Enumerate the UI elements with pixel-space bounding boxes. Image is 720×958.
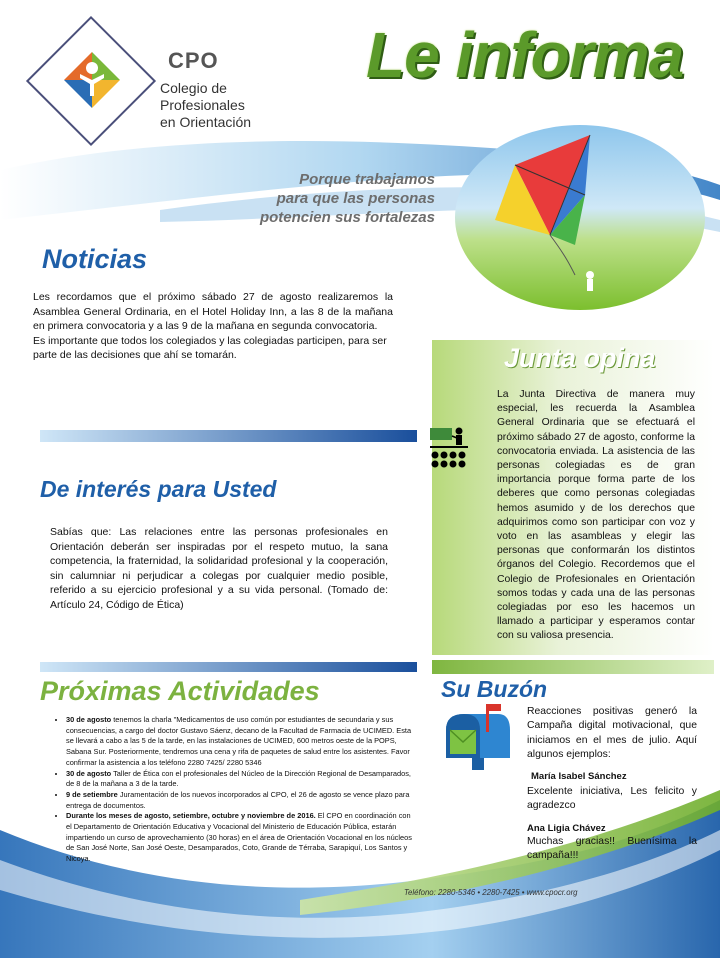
activity-date: 30 de agosto <box>66 768 112 778</box>
slogan-line: potencien sus fortalezas <box>259 209 435 226</box>
logo-name-line: Colegio de <box>160 80 227 96</box>
kite-photo <box>455 125 705 310</box>
interes-heading: De interés para Usted <box>40 476 277 502</box>
activity-date: Durante los meses de agosto, setiembre, octubre y noviembre de 2016. <box>66 811 316 821</box>
section-divider <box>432 660 714 674</box>
noticias-paragraph: Les recordamos que el próximo sábado 27 de agosto realizaremos la Asamblea General Ordinaria, en el Hotel Holiday Inn, a las 8 de la mañana en primera convocatoria y a las 9 de la mañana en segunda convocatoria. <box>33 291 393 332</box>
list-item <box>66 790 416 811</box>
logo-name-line: en Orientación <box>160 114 252 130</box>
activity-text: Juramentación de los nuevos incorporados al CPO, el 26 de agosto se vence plazo para entrega de documentos. <box>66 789 410 810</box>
footer-contact: Teléfono: 2280-5346 • 2280-7425 • www.cpocr.org <box>404 888 578 897</box>
mailbox-icon <box>436 700 518 772</box>
noticias-paragraph: Es importante que todos los colegiados y las colegiadas participen, para ser parte de las decisiones que ahí se tomarán. <box>33 334 387 361</box>
logo-name-line: Profesionales <box>160 97 245 113</box>
logo-figure-icon <box>60 48 124 112</box>
testimonial-name: María Isabel Sánchez <box>531 771 627 782</box>
proximas-heading: Próximas Actividades <box>40 676 320 706</box>
list-item <box>66 769 416 790</box>
kite-icon <box>455 125 705 310</box>
presentation-icon <box>428 426 470 470</box>
section-divider <box>40 662 417 672</box>
buzon-heading: Su Buzón <box>441 676 548 702</box>
junta-body: La Junta Directiva de manera muy especial, les recuerda la Asamblea General Ordinaria que se efectuará el próximo sábado 27 de agosto, conforme la convocatoria enviada. La asistencia de las personas colegiadas es de gran importancia porque forma parte de los deberes que como personas colegiadas hemos asumido y de los derechos que adquirimos como son participar con voz y voto en las asambleas y elegir las personas que conformarán los distintos órganos del Colegio. Recordemos que el Colegio de Profesionales en Orientación somos todas y cada una de las personas colegiadas por eso les hacemos un llamado a participar y esperamos contar con su valiosa presencia. <box>497 389 695 642</box>
page-title: Le informa <box>366 19 684 91</box>
testimonial-name: Ana Ligia Chávez <box>527 823 606 834</box>
junta-heading: Junta opina <box>504 343 656 373</box>
logo-name <box>160 80 251 131</box>
slogan <box>255 170 435 227</box>
slogan-line: para que las personas <box>276 190 435 207</box>
activity-text: Taller de Ética con el profesionales del Núcleo de la Dirección Regional de Desamparados, de 8 de la mañana a 3 de la tarde. <box>66 768 411 789</box>
testimonial-text: Excelente iniciativa, Les felicito y agradezco <box>527 786 697 812</box>
list-item <box>66 715 416 769</box>
activity-text: El CPO en coordinación con el Departamento de Orientación Educativa y Vocacional del Ministerio de Educación Pública, estarán impartiendo un curso de aprovechamiento (30 horas) en el área de Orientación Vocacional en los núcleos de San José Norte, San José Oeste, Desamparados, Coto, Grande de Térraba, Sarapiquí, Los Santos y Nicoya. <box>66 811 412 864</box>
logo-acronym: CPO <box>168 48 219 73</box>
buzon-intro: Reacciones positivas generó la Campaña digital motivacional, que iniciamos en el mes de julio. Aquí algunos ejemplos: <box>527 706 697 760</box>
list-item <box>66 811 416 865</box>
activity-text: tenemos la charla "Medicamentos de uso común por estudiantes de secundaria y sus consecuencias, a cargo del doctor Gustavo Sáenz, decano de la Facultad de Farmacia de UCIMED. Esta se llevará a cabo a las 5 de la tarde, en las instalaciones de UCIMED, 600 metros oeste de la POPS, Sabana Sur. Posteriormente, tendremos una cena y rifa de paquetes de salud entre los asistentes. Favor confirmar la asistencia a los teléfono 2280 7425/ 2280 5346 <box>66 715 412 767</box>
noticias-heading: Noticias <box>42 244 148 274</box>
section-divider <box>40 430 417 442</box>
slogan-line: Porque trabajamos <box>299 171 435 188</box>
testimonial-text: Muchas gracias!! Buenísima la campaña!!! <box>527 836 697 862</box>
activities-list <box>48 715 416 865</box>
activity-date: 30 de agosto <box>66 715 112 724</box>
interes-body: Sabías que: Las relaciones entre las personas profesionales en Orientación deberán ser inspiradas por el respeto mutuo, la sana competencia, la fraternidad, la solidaridad profesional y la cooperación, sin calumniar ni perjudicar a colegas por cualquier medio posible, referido a su ejercicio profesional y a su vida personal. (Tomado de: Artículo 24, Código de Ética) <box>50 526 388 611</box>
noticias-body <box>33 290 393 363</box>
activity-date: 9 de setiembre <box>66 789 118 799</box>
